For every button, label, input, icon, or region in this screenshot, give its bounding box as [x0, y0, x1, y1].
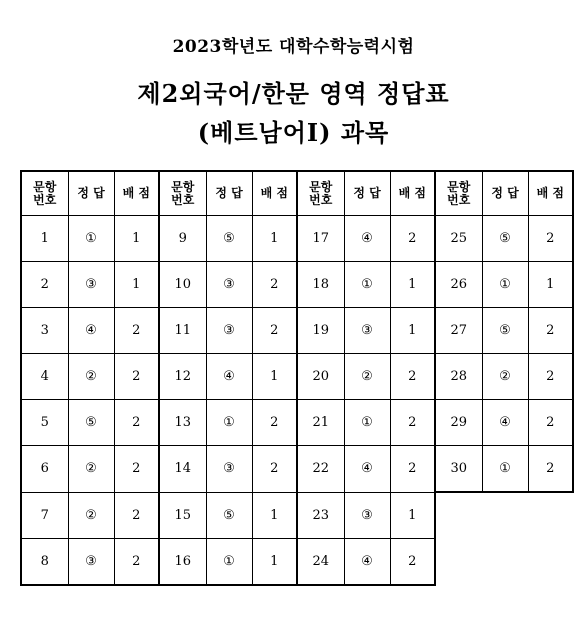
cell-number: 18 — [297, 262, 344, 308]
cell-number: 23 — [297, 492, 344, 538]
cell-points: 2 — [252, 308, 297, 354]
cell-points: 1 — [528, 262, 573, 308]
answer-table — [20, 170, 574, 586]
cell-answer: ⑤ — [68, 400, 114, 446]
column-header-answer: 정 답 — [206, 171, 252, 216]
cell-answer: ③ — [68, 538, 114, 585]
cell-points: 2 — [114, 354, 159, 400]
cell-points: 1 — [390, 492, 435, 538]
empty-cell — [435, 538, 482, 585]
column-header-number: 문항 번호 — [297, 171, 344, 216]
cell-answer: ④ — [344, 446, 390, 493]
column-header-points: 배 점 — [528, 171, 573, 216]
cell-answer: ③ — [206, 262, 252, 308]
cell-answer: ③ — [344, 308, 390, 354]
cell-number: 19 — [297, 308, 344, 354]
column-header-number: 문항 번호 — [159, 171, 206, 216]
cell-answer: ④ — [68, 308, 114, 354]
cell-points: 1 — [252, 538, 297, 585]
column-header-number: 문항 번호 — [21, 171, 68, 216]
cell-number: 26 — [435, 262, 482, 308]
cell-points: 2 — [528, 308, 573, 354]
cell-points: 2 — [390, 216, 435, 262]
cell-points: 1 — [252, 492, 297, 538]
cell-points: 1 — [252, 216, 297, 262]
section-title: 제2외국어/한문 영역 정답표 — [137, 79, 450, 108]
cell-number: 30 — [435, 446, 482, 493]
cell-answer: ② — [68, 354, 114, 400]
cell-answer: ⑤ — [206, 492, 252, 538]
table-row — [21, 400, 573, 446]
table-row — [21, 216, 573, 262]
cell-number: 8 — [21, 538, 68, 585]
cell-points: 2 — [252, 262, 297, 308]
cell-number: 28 — [435, 354, 482, 400]
cell-answer: ① — [344, 262, 390, 308]
table-row — [21, 538, 573, 585]
cell-answer: ③ — [68, 262, 114, 308]
cell-number: 9 — [159, 216, 206, 262]
cell-points: 1 — [252, 354, 297, 400]
cell-number: 15 — [159, 492, 206, 538]
cell-number: 27 — [435, 308, 482, 354]
cell-number: 5 — [21, 400, 68, 446]
cell-number: 25 — [435, 216, 482, 262]
cell-points: 1 — [390, 308, 435, 354]
cell-points: 2 — [114, 308, 159, 354]
cell-points: 2 — [114, 538, 159, 585]
cell-number: 14 — [159, 446, 206, 493]
cell-answer: ① — [482, 446, 528, 493]
cell-points: 2 — [390, 538, 435, 585]
cell-answer: ① — [206, 538, 252, 585]
cell-points: 2 — [252, 446, 297, 493]
cell-answer: ③ — [344, 492, 390, 538]
cell-answer: ⑤ — [482, 308, 528, 354]
cell-number: 16 — [159, 538, 206, 585]
cell-points: 2 — [114, 400, 159, 446]
cell-points: 2 — [528, 400, 573, 446]
cell-answer: ④ — [206, 354, 252, 400]
empty-cell — [528, 538, 573, 585]
cell-points: 2 — [528, 216, 573, 262]
column-header-points: 배 점 — [252, 171, 297, 216]
cell-number: 7 — [21, 492, 68, 538]
cell-points: 2 — [390, 446, 435, 493]
cell-answer: ③ — [206, 308, 252, 354]
empty-cell — [528, 492, 573, 538]
cell-number: 6 — [21, 446, 68, 493]
column-header-points: 배 점 — [390, 171, 435, 216]
cell-number: 1 — [21, 216, 68, 262]
cell-number: 10 — [159, 262, 206, 308]
table-row — [21, 308, 573, 354]
empty-cell — [435, 492, 482, 538]
cell-number: 11 — [159, 308, 206, 354]
cell-points: 2 — [528, 354, 573, 400]
column-header-answer: 정 답 — [482, 171, 528, 216]
cell-answer: ② — [68, 446, 114, 493]
column-header-answer: 정 답 — [68, 171, 114, 216]
cell-answer: ② — [68, 492, 114, 538]
cell-answer: ⑤ — [482, 216, 528, 262]
cell-points: 1 — [114, 216, 159, 262]
cell-number: 22 — [297, 446, 344, 493]
cell-answer: ④ — [344, 216, 390, 262]
cell-number: 3 — [21, 308, 68, 354]
cell-answer: ② — [482, 354, 528, 400]
column-header-answer: 정 답 — [344, 171, 390, 216]
empty-cell — [482, 492, 528, 538]
cell-points: 2 — [528, 446, 573, 493]
table-row — [21, 446, 573, 493]
cell-points: 2 — [390, 354, 435, 400]
cell-answer: ① — [482, 262, 528, 308]
empty-cell — [482, 538, 528, 585]
cell-number: 13 — [159, 400, 206, 446]
cell-number: 21 — [297, 400, 344, 446]
table-row — [21, 354, 573, 400]
cell-number: 2 — [21, 262, 68, 308]
cell-points: 2 — [114, 492, 159, 538]
table-row — [21, 262, 573, 308]
header-row — [21, 171, 573, 216]
cell-answer: ① — [68, 216, 114, 262]
cell-number: 12 — [159, 354, 206, 400]
cell-points: 1 — [114, 262, 159, 308]
cell-number: 20 — [297, 354, 344, 400]
cell-number: 4 — [21, 354, 68, 400]
table-row — [21, 492, 573, 538]
cell-answer: ② — [344, 354, 390, 400]
cell-points: 2 — [114, 446, 159, 493]
column-header-number: 문항 번호 — [435, 171, 482, 216]
cell-number: 29 — [435, 400, 482, 446]
cell-answer: ① — [344, 400, 390, 446]
cell-answer: ④ — [344, 538, 390, 585]
cell-answer: ① — [206, 400, 252, 446]
exam-title: 2023학년도 대학수학능력시험 — [172, 37, 415, 57]
cell-points: 2 — [390, 400, 435, 446]
cell-answer: ④ — [482, 400, 528, 446]
column-header-points: 배 점 — [114, 171, 159, 216]
cell-answer: ⑤ — [206, 216, 252, 262]
cell-number: 24 — [297, 538, 344, 585]
cell-points: 2 — [252, 400, 297, 446]
cell-points: 1 — [390, 262, 435, 308]
cell-number: 17 — [297, 216, 344, 262]
subject-title: (베트남어Ⅰ) 과목 — [197, 118, 390, 147]
cell-answer: ③ — [206, 446, 252, 493]
